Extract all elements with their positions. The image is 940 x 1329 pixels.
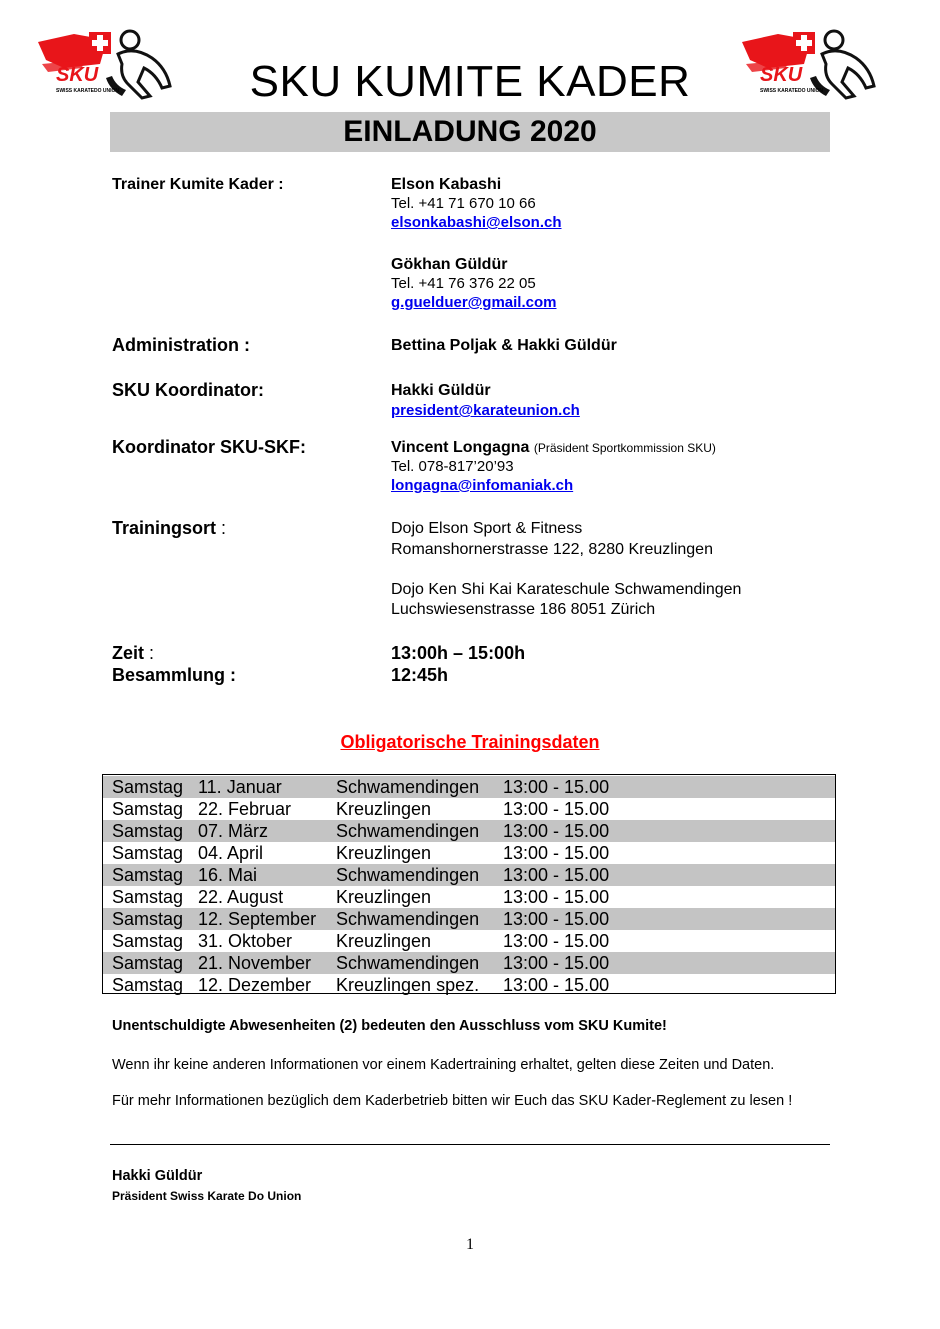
- skf-coordinator-note: (Präsident Sportkommission SKU): [533, 441, 716, 455]
- administration-value: Bettina Poljak & Hakki Güldür: [391, 337, 617, 354]
- dojo2-name: Dojo Ken Shi Kai Karateschule Schwamendingen: [391, 581, 742, 598]
- training-location-colon: :: [216, 518, 227, 538]
- table-row: [103, 908, 835, 930]
- dojo1-name: Dojo Elson Sport & Fitness: [391, 520, 583, 537]
- row-day: Samstag: [112, 909, 184, 929]
- signature-name: Hakki Güldür: [112, 1168, 203, 1184]
- row-place: Kreuzlingen: [336, 931, 432, 951]
- training-location-label-text: Trainingsort: [112, 518, 217, 538]
- row-date: 21. November: [198, 953, 312, 973]
- row-time: 13:00 - 15.00: [503, 865, 610, 885]
- table-row: [103, 930, 835, 952]
- time-label-colon: :: [144, 643, 155, 663]
- schedule-title: Obligatorische Trainingsdaten: [340, 732, 600, 752]
- assembly-value: 12:45h: [391, 665, 449, 685]
- row-place: Kreuzlingen: [336, 799, 432, 819]
- sku-logo-text: SKU: [760, 64, 803, 86]
- row-day: Samstag: [112, 821, 184, 841]
- row-place: Schwamendingen: [336, 777, 480, 797]
- training-location-label: [112, 518, 226, 539]
- time-label: [112, 643, 154, 664]
- row-day: Samstag: [112, 799, 184, 819]
- row-time: 13:00 - 15.00: [503, 777, 610, 797]
- table-row: [103, 864, 835, 886]
- invitation-subtitle: EINLADUNG 2020: [110, 112, 830, 152]
- row-place: Kreuzlingen: [336, 887, 432, 907]
- time-label-text: Zeit: [112, 643, 145, 663]
- row-date: 22. Februar: [198, 799, 292, 819]
- dojo1-address: Romanshornerstrasse 122, 8280 Kreuzlingen: [391, 541, 713, 558]
- table-row: [103, 952, 835, 974]
- row-date: 04. April: [198, 843, 264, 863]
- info-paragraph-2: Für mehr Informationen bezüglich dem Kaderbetrieb bitten wir Euch das SKU Kader-Reglement zu lesen !: [112, 1093, 793, 1109]
- administration-label: Administration :: [112, 335, 250, 355]
- row-place: Schwamendingen: [336, 865, 480, 885]
- table-row: [103, 776, 835, 798]
- row-day: Samstag: [112, 975, 184, 995]
- row-date: 22. August: [198, 887, 284, 907]
- row-place: Schwamendingen: [336, 909, 480, 929]
- trainer2-name: Gökhan Güldür: [391, 256, 508, 273]
- trainer1-name: Elson Kabashi: [391, 176, 502, 193]
- info-paragraph-1: Wenn ihr keine anderen Informationen vor einem Kadertraining erhaltet, gelten diese Zeiten und Daten.: [112, 1057, 775, 1073]
- row-place: Schwamendingen: [336, 821, 480, 841]
- row-time: 13:00 - 15.00: [503, 821, 610, 841]
- row-date: 11. Januar: [198, 777, 282, 797]
- row-date: 16. Mai: [198, 865, 258, 885]
- skf-coordinator-name: Vincent Longagna: [391, 439, 530, 456]
- row-place: Kreuzlingen spez.: [336, 975, 480, 995]
- row-time: 13:00 - 15.00: [503, 953, 610, 973]
- row-date: 12. September: [198, 909, 317, 929]
- divider-line: [110, 1144, 830, 1145]
- trainer2-phone: Tel. +41 76 376 22 05: [391, 275, 536, 292]
- assembly-label: Besammlung :: [112, 665, 237, 685]
- table-row: [103, 820, 835, 842]
- signature-role: Präsident Swiss Karate Do Union: [112, 1189, 302, 1203]
- row-time: 13:00 - 15.00: [503, 975, 610, 995]
- sku-coordinator-name: Hakki Güldür: [391, 382, 491, 399]
- table-row: [103, 842, 835, 864]
- row-place: Kreuzlingen: [336, 843, 432, 863]
- skf-coordinator-label: Koordinator SKU-SKF:: [112, 437, 306, 457]
- absence-warning: Unentschuldigte Abwesenheiten (2) bedeuten den Ausschluss vom SKU Kumite!: [112, 1018, 667, 1034]
- row-day: Samstag: [112, 865, 184, 885]
- sku-coordinator-label: SKU Koordinator:: [112, 380, 264, 400]
- sku-logo-text: SKU: [56, 64, 99, 86]
- row-day: Samstag: [112, 953, 184, 973]
- trainer-label: Trainer Kumite Kader :: [112, 176, 284, 193]
- row-date: 31. Oktober: [198, 931, 293, 951]
- time-value: 13:00h – 15:00h: [391, 643, 526, 663]
- sku-logo-caption: SWISS KARATEDO UNION: [56, 88, 119, 94]
- row-day: Samstag: [112, 931, 184, 951]
- table-row: [103, 886, 835, 908]
- row-time: 13:00 - 15.00: [503, 799, 610, 819]
- row-day: Samstag: [112, 843, 184, 863]
- row-time: 13:00 - 15.00: [503, 887, 610, 907]
- row-time: 13:00 - 15.00: [503, 909, 610, 929]
- table-row: [103, 798, 835, 820]
- dojo2-address: Luchswiesenstrasse 186 8051 Zürich: [391, 601, 656, 618]
- row-time: 13:00 - 15.00: [503, 931, 610, 951]
- row-day: Samstag: [112, 777, 184, 797]
- sku-coordinator-email-link[interactable]: president@karateunion.ch: [391, 402, 580, 419]
- table-row: [103, 974, 835, 996]
- page-number: 1: [466, 1236, 474, 1253]
- row-date: 12. Dezember: [198, 975, 312, 995]
- page-title: SKU KUMITE KADER: [249, 57, 691, 106]
- row-time: 13:00 - 15.00: [503, 843, 610, 863]
- trainer1-phone: Tel. +41 71 670 10 66: [391, 195, 536, 212]
- row-date: 07. März: [198, 821, 269, 841]
- skf-coordinator-line: [391, 439, 716, 457]
- trainer2-email-link[interactable]: g.guelduer@gmail.com: [391, 294, 557, 311]
- skf-coordinator-email-link[interactable]: longagna@infomaniak.ch: [391, 477, 574, 494]
- row-day: Samstag: [112, 887, 184, 907]
- skf-coordinator-phone: Tel. 078-817’20’93: [391, 458, 514, 475]
- trainer1-email-link[interactable]: elsonkabashi@elson.ch: [391, 214, 562, 231]
- schedule-table: [102, 774, 836, 994]
- sku-logo-caption: SWISS KARATEDO UNION: [760, 88, 823, 94]
- row-place: Schwamendingen: [336, 953, 480, 973]
